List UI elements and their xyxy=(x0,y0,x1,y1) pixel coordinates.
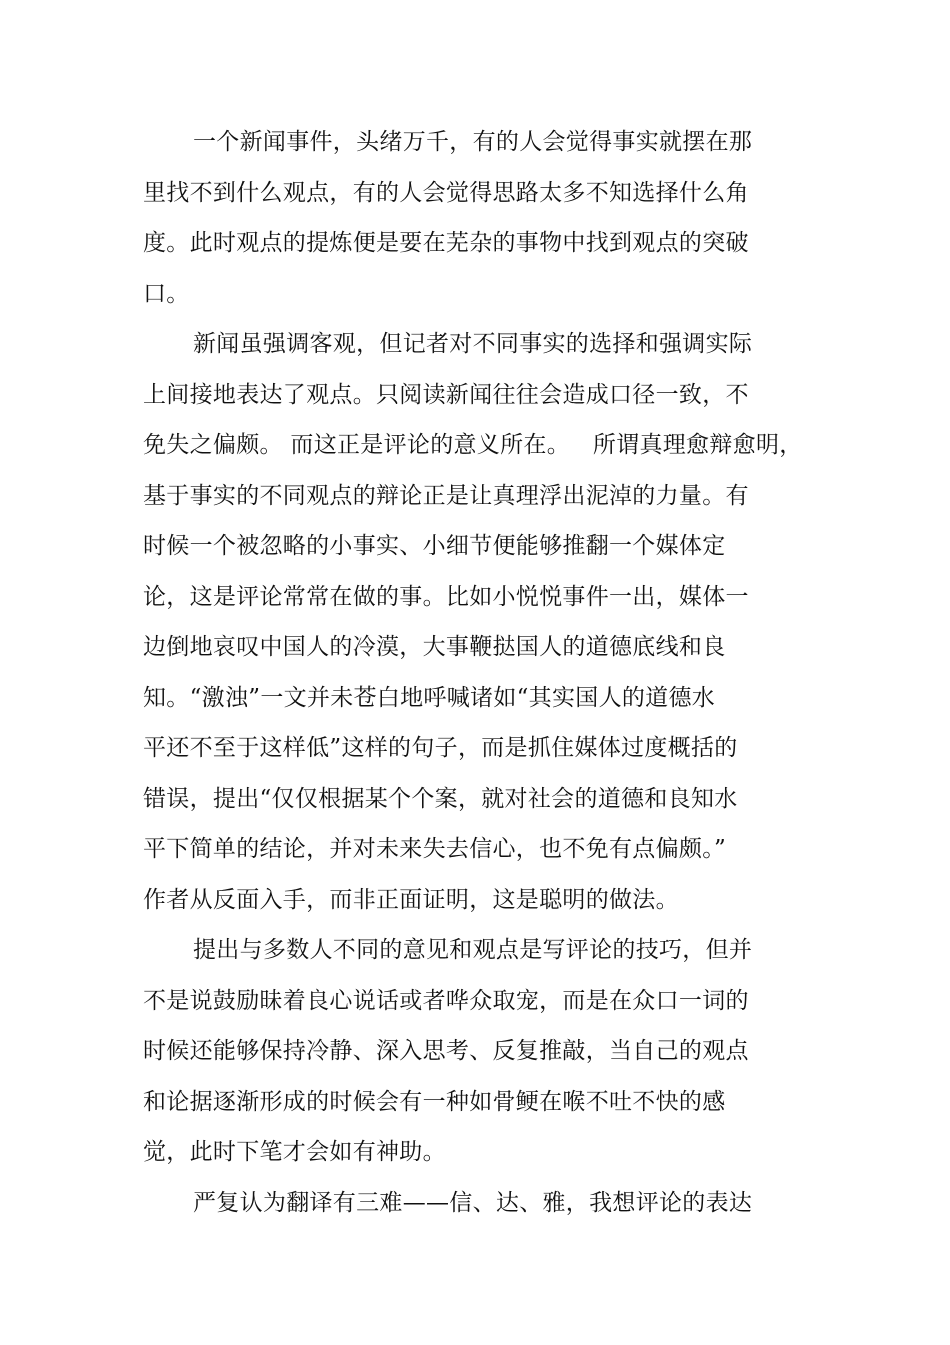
text-line: 知。“激浊”一文并未苍白地呼喊诸如“其实国人的道德水 xyxy=(143,684,716,711)
text-line: 严复认为翻译有三难——信、达、雅，我想评论的表达 xyxy=(193,1189,753,1216)
text-line: 错误，提出“仅仅根据某个个案，就对社会的道德和良知水 xyxy=(143,785,738,812)
text-line: 一个新闻事件，头绪万千，有的人会觉得事实就摆在那 xyxy=(193,129,753,155)
text-line: 觉，此时下笔才会如有神助。 xyxy=(143,1139,446,1165)
body-text xyxy=(143,124,803,1235)
text-line: 时候一个被忽略的小事实、小细节便能够推翻一个媒体定 xyxy=(143,533,726,559)
text-line: 上间接地表达了观点。只阅读新闻往往会造成口径一致，不 xyxy=(143,381,749,408)
text-line: 新闻虽强调客观，但记者对不同事实的选择和强调实际 xyxy=(193,331,753,357)
text-line: 免失之偏颇。 而这正是评论的意义所在。 所谓真理愈辩愈明， xyxy=(143,432,803,458)
text-line: 时候还能够保持冷静、深入思考、反复推敲，当自己的观点 xyxy=(143,1038,749,1064)
text-line: 平下简单的结论，并对未来失去信心，也不免有点偏颇。” xyxy=(143,836,727,862)
text-line: 提出与多数人不同的意见和观点是写评论的技巧，但并 xyxy=(193,937,753,963)
text-line: 不是说鼓励昧着良心说话或者哗众取宠，而是在众口一词的 xyxy=(143,987,749,1014)
text-line: 基于事实的不同观点的辩论正是让真理浮出泥淖的力量。有 xyxy=(143,482,749,509)
text-line: 论，这是评论常常在做的事。比如小悦悦事件一出，媒体一 xyxy=(143,583,749,610)
text-line: 边倒地哀叹中国人的冷漠，大事鞭挞国人的道德底线和良 xyxy=(143,634,726,660)
text-line: 里找不到什么观点，有的人会觉得思路太多不知选择什么角 xyxy=(143,179,749,206)
text-line: 和论据逐渐形成的时候会有一种如骨鲠在喉不吐不快的感 xyxy=(143,1088,726,1115)
text-line: 平还不至于这样低”这样的句子，而是抓住媒体过度概括的 xyxy=(143,735,738,761)
text-line: 度。此时观点的提炼便是要在芜杂的事物中找到观点的突破 xyxy=(143,230,749,256)
text-line: 口。 xyxy=(143,280,190,307)
text-line: 作者从反面入手，而非正面证明，这是聪明的做法。 xyxy=(143,886,679,913)
